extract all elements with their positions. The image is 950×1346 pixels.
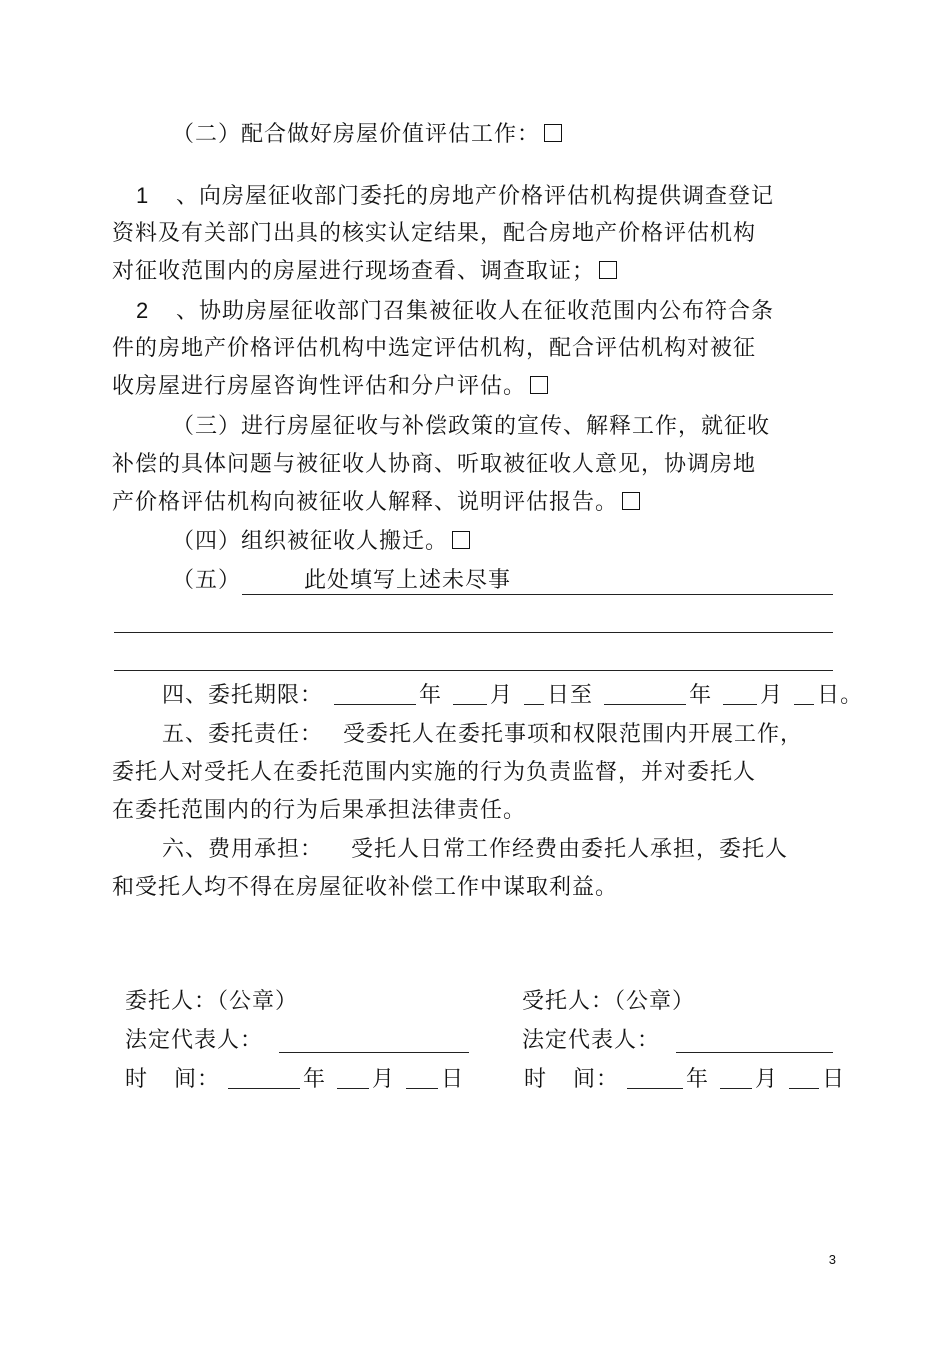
item2-line2: 件的房地产价格评估机构中选定评估机构，配合评估机构对被征 — [112, 336, 757, 361]
item1-line1 — [136, 181, 774, 212]
item2-line1-text: 、协助房屋征收部门召集被征收人在征收范围内公布符合条 — [176, 299, 775, 324]
right-party: 受托人：（公章） — [522, 989, 696, 1014]
right-day-label: 日 — [822, 1067, 846, 1092]
item2-line1 — [136, 296, 774, 327]
item1-number: 1 — [136, 183, 150, 208]
left-day-label: 日 — [441, 1067, 465, 1092]
left-day-field[interactable] — [406, 1066, 438, 1089]
left-rep-field[interactable] — [279, 1052, 469, 1053]
section-five-fill-text[interactable]: 此处填写上述未尽事 — [304, 568, 512, 593]
responsibility-line3: 在委托范围内的行为后果承担法律责任。 — [112, 798, 527, 823]
right-rep-label: 法定代表人： — [522, 1028, 661, 1053]
left-party: 委托人：（公章） — [125, 989, 299, 1014]
right-day-field[interactable] — [789, 1066, 819, 1089]
costs-line1-text: 受托人日常工作经费由委托人承担，委托人 — [351, 837, 789, 862]
left-time-char-a: 时 — [125, 1067, 149, 1092]
left-time-char-b: 间： — [174, 1067, 221, 1092]
responsibility-line2: 委托人对受托人在委托范围内实施的行为负责监督，并对委托人 — [112, 760, 757, 785]
left-year-label: 年 — [303, 1067, 327, 1092]
term-year2-label: 年 — [689, 683, 713, 708]
section-five-blank-line-1 — [114, 632, 833, 633]
costs-line2: 和受托人均不得在房屋征收补偿工作中谋取利益。 — [112, 875, 619, 900]
term-start-year-field[interactable] — [334, 682, 416, 705]
responsibility-line1 — [162, 720, 803, 750]
left-rep-label: 法定代表人： — [125, 1028, 264, 1053]
section-three-line1: （三）进行房屋征收与补偿政策的宣传、解释工作，就征收 — [172, 414, 771, 439]
responsibility-label: 五、委托责任： — [162, 722, 324, 747]
term-year-label: 年 — [419, 683, 443, 708]
section-five-label: （五） — [172, 568, 242, 593]
left-time-line — [125, 1065, 464, 1095]
costs-label: 六、费用承担： — [162, 837, 324, 862]
term-start-month-field[interactable] — [453, 682, 487, 705]
term-end-day-field[interactable] — [794, 682, 814, 705]
page-number: 3 — [828, 1252, 836, 1267]
item2-number: 2 — [136, 298, 150, 323]
section-three-line2: 补偿的具体问题与被征收人协商、听取被征收人意见，协调房地 — [112, 452, 757, 477]
item1-line3-text: 对征收范围内的房屋进行现场查看、调查取证； — [112, 259, 596, 284]
responsibility-line1-text: 受委托人在委托事项和权限范围内开展工作， — [343, 722, 804, 747]
section-three-line3-text: 产价格评估机构向被征收人解释、说明评估报告。 — [112, 490, 619, 515]
right-rep-field[interactable] — [676, 1052, 833, 1053]
checkbox[interactable] — [452, 531, 470, 549]
item2-line3-text: 收房屋进行房屋咨询性评估和分户评估。 — [112, 374, 527, 399]
item2-line3 — [112, 372, 548, 402]
term-line — [162, 681, 863, 711]
term-day-end-label: 日。 — [817, 683, 864, 708]
section-two-heading-text: （二）配合做好房屋价值评估工作： — [172, 122, 541, 147]
item1-line1-text: 、向房屋征收部门委托的房地产价格评估机构提供调查登记 — [176, 184, 775, 209]
section-four-text: （四）组织被征收人搬迁。 — [172, 529, 449, 554]
left-month-label: 月 — [372, 1067, 396, 1092]
checkbox[interactable] — [622, 492, 640, 510]
right-month-label: 月 — [755, 1067, 779, 1092]
term-end-year-field[interactable] — [604, 682, 686, 705]
section-five-blank-line-2 — [114, 670, 833, 671]
term-month-label: 月 — [490, 683, 514, 708]
item1-line2: 资料及有关部门出具的核实认定结果，配合房地产价格评估机构 — [112, 221, 757, 246]
term-end-month-field[interactable] — [723, 682, 757, 705]
section-four — [172, 527, 470, 557]
costs-line1 — [162, 835, 788, 865]
section-five-underline — [242, 594, 833, 595]
left-month-field[interactable] — [337, 1066, 369, 1089]
term-start-day-field[interactable] — [524, 682, 544, 705]
item1-line3 — [112, 257, 617, 287]
right-year-label: 年 — [686, 1067, 710, 1092]
term-day-to-label: 日至 — [547, 683, 594, 708]
term-label: 四、委托期限： — [162, 683, 324, 708]
right-time-char-b: 间： — [573, 1067, 620, 1092]
checkbox[interactable] — [544, 124, 562, 142]
right-time-char-a: 时 — [524, 1067, 548, 1092]
term-month2-label: 月 — [760, 683, 784, 708]
checkbox[interactable] — [530, 376, 548, 394]
right-month-field[interactable] — [720, 1066, 752, 1089]
right-year-field[interactable] — [627, 1066, 683, 1089]
checkbox[interactable] — [599, 261, 617, 279]
section-two-heading — [172, 120, 562, 150]
section-three-line3 — [112, 488, 640, 518]
right-time-line — [524, 1065, 845, 1095]
left-year-field[interactable] — [228, 1066, 300, 1089]
